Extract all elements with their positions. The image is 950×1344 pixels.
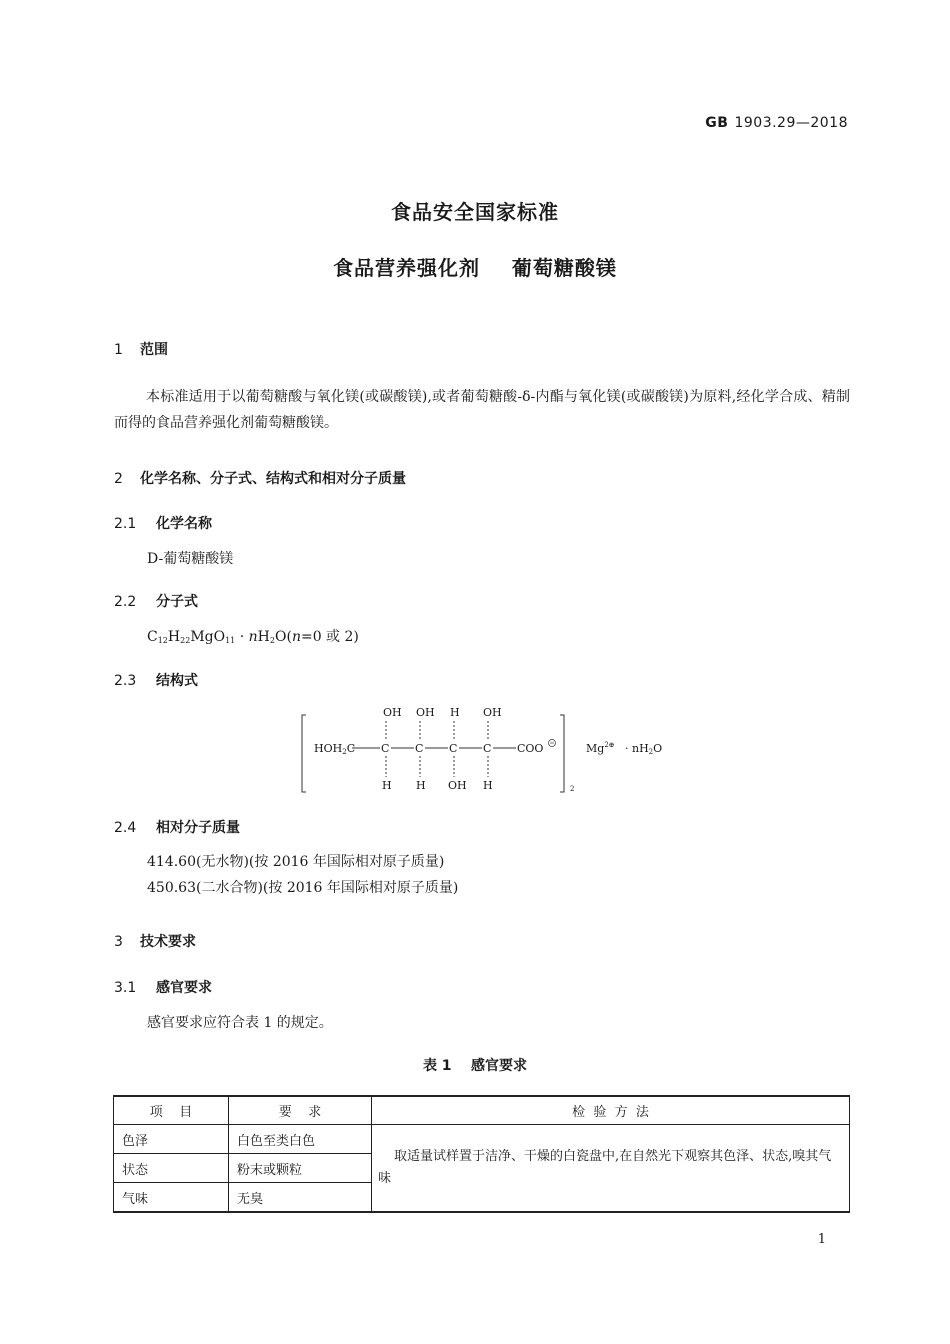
table-row — [114, 1125, 850, 1154]
section-2-1-heading — [114, 513, 212, 533]
document-subtitle: 食品营养强化剂 葡萄糖酸镁 — [333, 256, 617, 280]
row-requirement: 无臭 — [229, 1183, 372, 1213]
sensory-requirements-table — [113, 1095, 850, 1213]
section-2-2-heading — [114, 591, 198, 611]
bottom-substituent-3: OH — [448, 779, 467, 792]
table-header-row — [114, 1096, 850, 1125]
top-substituent-2: OH — [416, 706, 435, 719]
structural-formula — [290, 700, 690, 800]
section-number: 2 — [114, 471, 123, 487]
magnesium-ion: $Mg^{2\oplus}$ — [586, 741, 615, 755]
section-title: 化学名称、分子式、结构式和相对分子质量 — [140, 471, 406, 487]
section-number: 3.1 — [114, 980, 137, 996]
section-number: 2.4 — [114, 820, 137, 836]
section-2-heading — [114, 468, 406, 488]
carboxylate-group: COO — [517, 742, 544, 755]
molecular-formula: $C_{12}H_{22}MgO_{11} \cdot nH_2O(n=0$ 或 2) — [147, 629, 359, 645]
top-substituent-3: H — [450, 706, 460, 719]
page-number: 1 — [817, 1232, 826, 1247]
section-3-heading — [114, 931, 196, 951]
section-title: 范围 — [140, 342, 168, 358]
section-number: 3 — [114, 934, 123, 950]
left-bracket — [302, 715, 306, 792]
section-3-1-heading — [114, 977, 212, 997]
document-title: 食品安全国家标准 — [391, 200, 559, 224]
hydroxymethyl-group: HOH2C — [314, 742, 356, 756]
row-requirement: 白色至类白色 — [229, 1125, 372, 1154]
standard-prefix: GB — [705, 115, 729, 131]
test-method: 取适量试样置于洁净、干燥的白瓷盘中,在自然光下观察其色泽、状态,嗅其气味 — [372, 1125, 850, 1213]
section-number: 2.2 — [114, 594, 137, 610]
section-2-4-heading — [114, 817, 240, 837]
section-title: 结构式 — [156, 673, 198, 689]
header-test-method: 检 验 方 法 — [372, 1096, 850, 1125]
molecular-mass-dihydrate: 450.63(二水合物)(按 2016 年国际相对原子质量) — [147, 880, 459, 896]
chemical-name: D-葡萄糖酸镁 — [147, 551, 234, 567]
top-substituent-1: OH — [383, 706, 402, 719]
section-title: 技术要求 — [140, 934, 196, 950]
header-requirement: 要 求 — [229, 1096, 372, 1125]
section-title: 化学名称 — [156, 516, 212, 532]
standard-code: 1903.29—2018 — [734, 115, 848, 131]
carbon-1: C — [381, 742, 390, 755]
hydrate-water: · nH2O — [625, 742, 663, 756]
carbon-3: C — [449, 742, 458, 755]
molecular-mass-anhydrous: 414.60(无水物)(按 2016 年国际相对原子质量) — [147, 854, 445, 870]
section-number: 2.3 — [114, 673, 137, 689]
standard-number — [705, 115, 848, 131]
row-item: 状态 — [114, 1154, 229, 1183]
section-number: 2.1 — [114, 516, 137, 532]
section-title: 分子式 — [156, 594, 198, 610]
section-2-3-heading — [114, 670, 198, 690]
bottom-substituent-1: H — [382, 779, 392, 792]
section-number: 1 — [114, 342, 123, 358]
bracket-subscript: 2 — [570, 785, 575, 793]
table-caption: 表 1 感官要求 — [422, 1058, 528, 1074]
sensory-requirement-text: 感官要求应符合表 1 的规定。 — [147, 1015, 333, 1031]
scope-paragraph: 本标准适用于以葡萄糖酸与氧化镁(或碳酸镁),或者葡萄糖酸-δ-内酯与氧化镁(或碳酸镁)为原料,经化学合成、精制而得的食品营养强化剂葡萄糖酸镁。 — [114, 389, 850, 431]
carbon-4: C — [483, 742, 492, 755]
row-item: 气味 — [114, 1183, 229, 1213]
carbon-2: C — [415, 742, 424, 755]
right-bracket — [560, 715, 564, 792]
header-item: 项 目 — [114, 1096, 229, 1125]
section-title: 相对分子质量 — [156, 820, 240, 836]
section-1-heading — [114, 339, 168, 359]
bottom-substituent-4: H — [483, 779, 493, 792]
section-title: 感官要求 — [156, 980, 212, 996]
bottom-substituent-2: H — [416, 779, 426, 792]
row-requirement: 粉末或颗粒 — [229, 1154, 372, 1183]
row-item: 色泽 — [114, 1125, 229, 1154]
top-substituent-4: OH — [483, 706, 502, 719]
